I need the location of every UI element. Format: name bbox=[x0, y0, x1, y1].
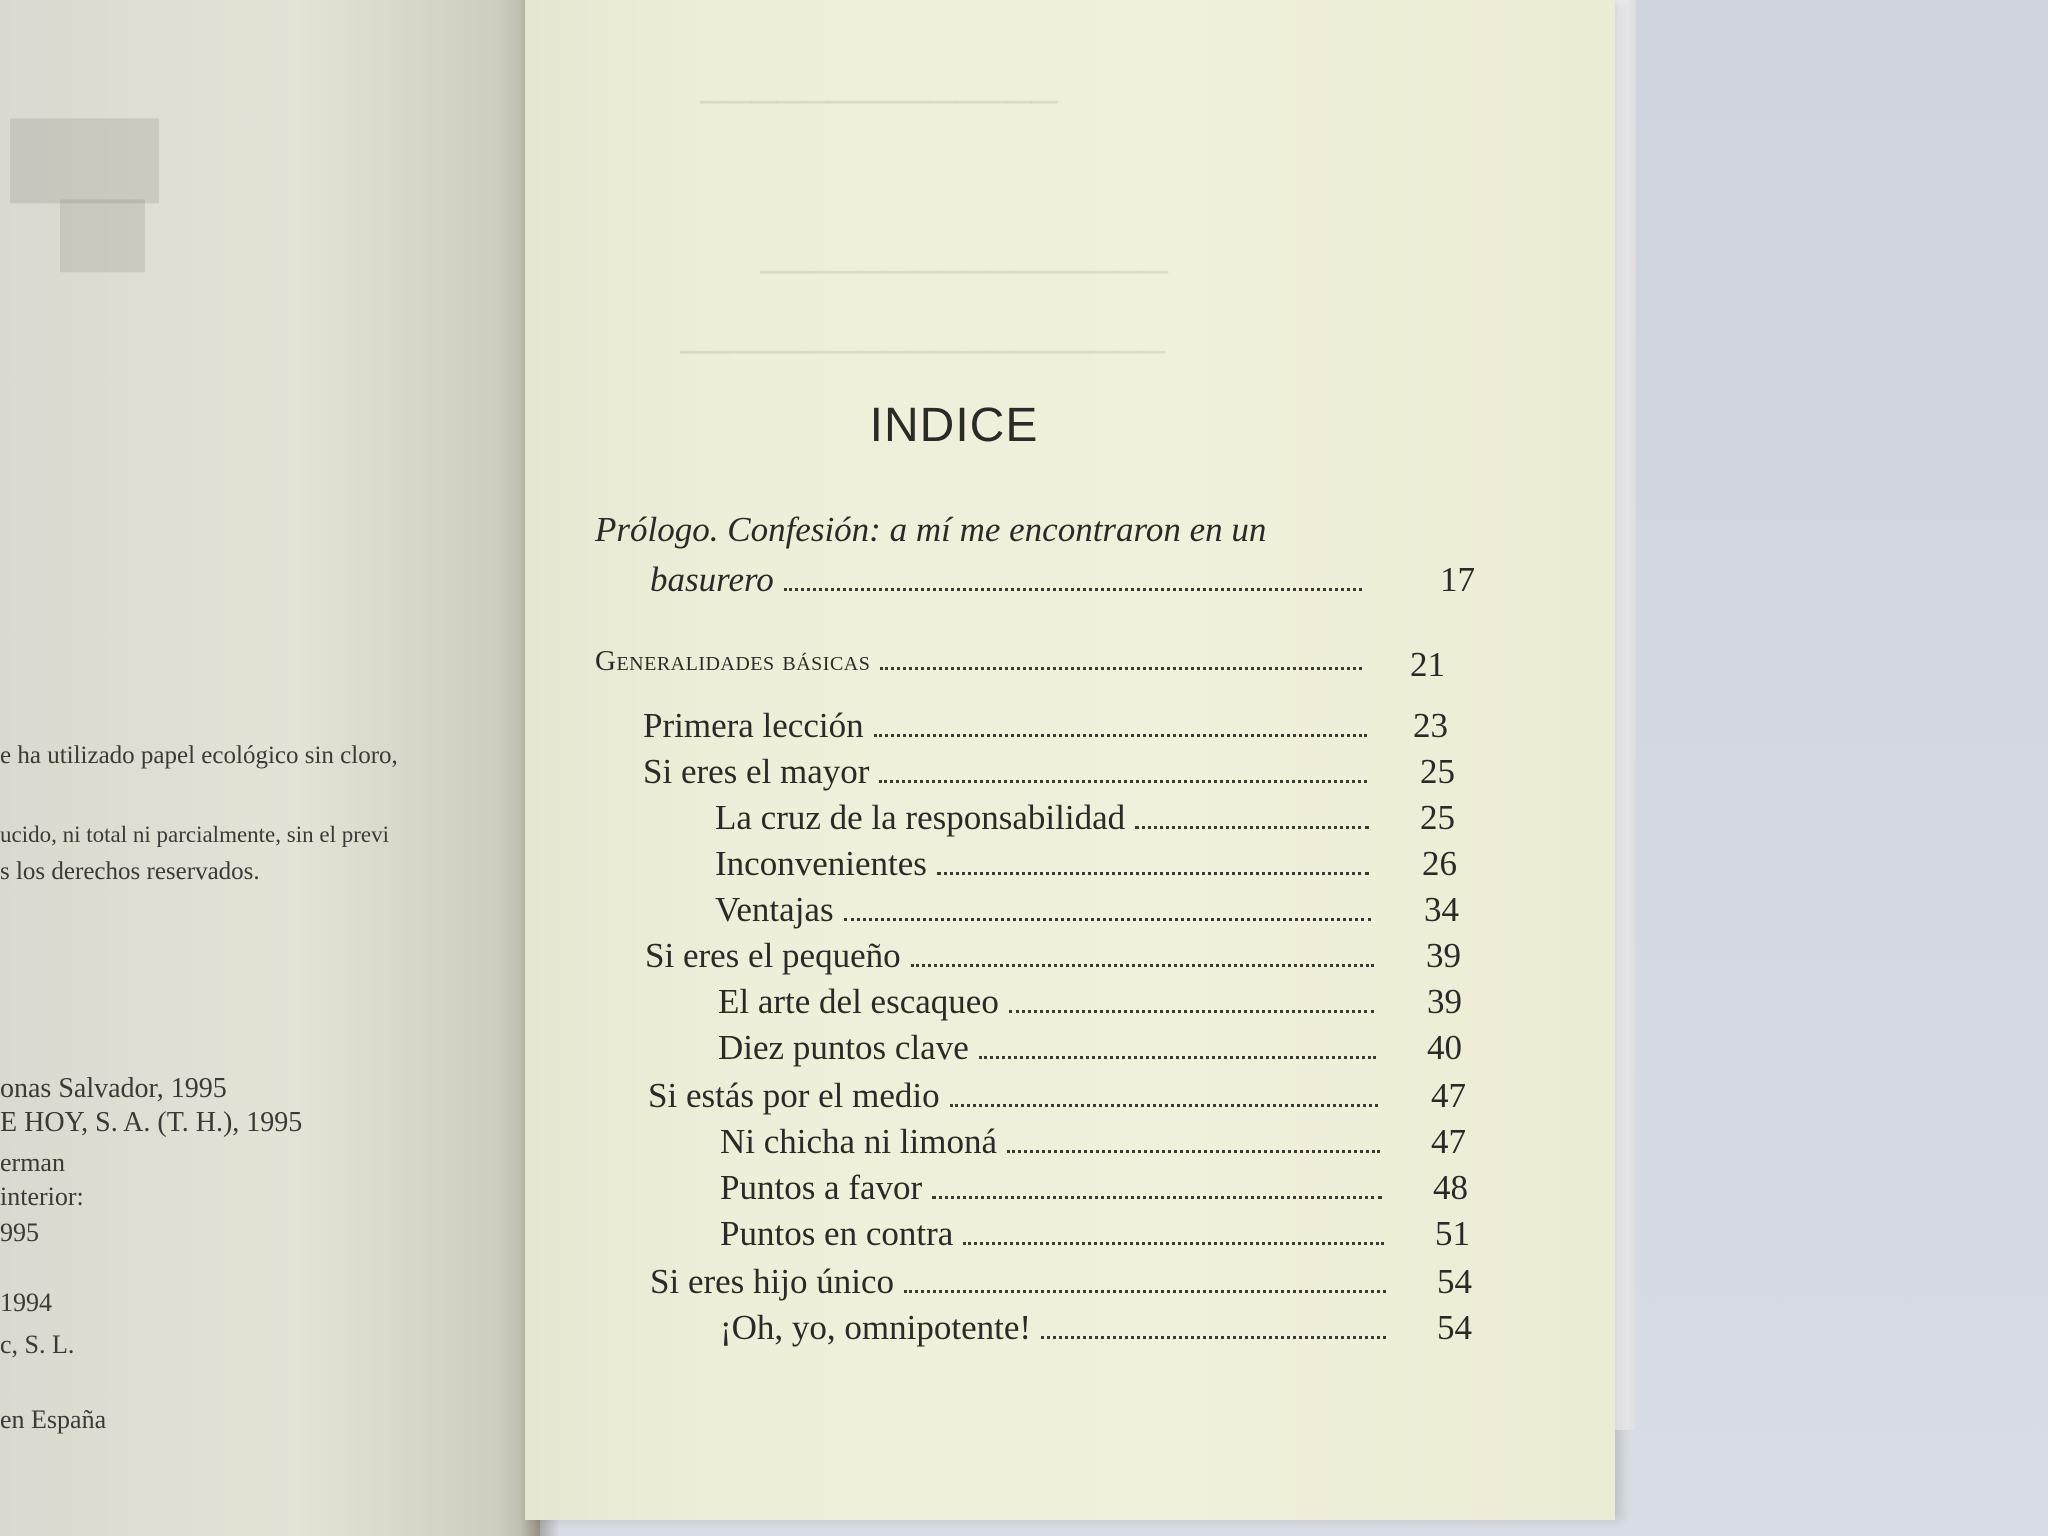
toc-page-number: 39 bbox=[1426, 936, 1461, 975]
toc-entry bbox=[720, 1308, 1472, 1348]
toc-page-number: 39 bbox=[1427, 982, 1462, 1021]
copyright-line: 995 bbox=[0, 1218, 39, 1247]
show-through-mark: ──────────────── bbox=[760, 251, 1169, 291]
copyright-line: e ha utilizado papel ecológico sin cloro, bbox=[0, 742, 398, 769]
toc-entry-label: El arte del escaqueo bbox=[718, 982, 999, 1021]
toc-entry bbox=[715, 844, 1457, 884]
dot-leader bbox=[1009, 1010, 1374, 1013]
copyright-line: interior: bbox=[0, 1182, 84, 1211]
toc-entry bbox=[650, 1262, 1472, 1302]
dot-leader bbox=[1007, 1150, 1380, 1153]
toc-entry bbox=[715, 890, 1459, 930]
dot-leader bbox=[784, 588, 1362, 591]
toc-entry-section bbox=[595, 645, 1445, 684]
left-page-show-through-mark: ███ bbox=[10, 121, 159, 198]
toc-entry bbox=[720, 1122, 1466, 1162]
toc-page-number: 54 bbox=[1437, 1262, 1472, 1301]
toc-entry-label: Puntos en contra bbox=[720, 1214, 954, 1253]
dot-leader bbox=[1135, 826, 1369, 829]
show-through-mark: ────────────── bbox=[700, 81, 1058, 121]
toc-entry-label: Si eres el pequeño bbox=[645, 936, 901, 975]
toc-page-number: 51 bbox=[1435, 1214, 1470, 1253]
toc-entry-label: Prólogo. Confesión: a mí me encontraron en un bbox=[595, 510, 1267, 549]
toc-entry-label: Si eres el mayor bbox=[643, 752, 870, 791]
toc-page-number: 23 bbox=[1413, 706, 1448, 745]
dot-leader bbox=[932, 1196, 1382, 1199]
toc-entry bbox=[645, 936, 1461, 976]
toc-page-number: 47 bbox=[1431, 1122, 1466, 1161]
toc-entry bbox=[715, 798, 1455, 838]
toc-entry-label: Diez puntos clave bbox=[718, 1028, 969, 1067]
toc-page-number: 48 bbox=[1433, 1168, 1468, 1207]
dot-leader bbox=[950, 1104, 1378, 1107]
copyright-line: c, S. L. bbox=[0, 1330, 75, 1359]
toc-entry-label: Primera lección bbox=[643, 706, 864, 745]
toc-entry-label: ¡Oh, yo, omnipotente! bbox=[720, 1308, 1032, 1347]
toc-page-number: 17 bbox=[1440, 560, 1475, 599]
left-page-show-through-mark: ██ bbox=[60, 201, 146, 267]
dot-leader bbox=[963, 1242, 1384, 1245]
copyright-line: ucido, ni total ni parcialmente, sin el previ bbox=[0, 822, 389, 847]
toc-entry bbox=[720, 1214, 1470, 1254]
dot-leader bbox=[879, 780, 1367, 783]
dot-leader bbox=[880, 667, 1362, 670]
toc-entry-prologue-cont bbox=[650, 560, 1475, 600]
toc-page-number: 26 bbox=[1422, 844, 1457, 883]
toc-entry-label: Puntos a favor bbox=[720, 1168, 923, 1207]
copyright-line: onas Salvador, 1995 bbox=[0, 1073, 227, 1104]
toc-entry bbox=[643, 752, 1455, 792]
dot-leader bbox=[904, 1290, 1386, 1293]
toc-page-number: 47 bbox=[1431, 1076, 1466, 1115]
dot-leader bbox=[911, 964, 1374, 967]
toc-entry bbox=[718, 1028, 1462, 1068]
show-through-mark: ─────────────────── bbox=[680, 331, 1165, 371]
toc-entry-prologue bbox=[595, 510, 1375, 550]
dot-leader bbox=[844, 918, 1371, 921]
dot-leader bbox=[1041, 1336, 1386, 1339]
toc-entry-label: Ni chicha ni limoná bbox=[720, 1122, 998, 1161]
toc-entry-label: Inconvenientes bbox=[715, 844, 927, 883]
toc-entry bbox=[643, 706, 1448, 746]
toc-page-number: 54 bbox=[1437, 1308, 1472, 1347]
page-title-text: INDICE bbox=[869, 399, 1039, 452]
copyright-line: en España bbox=[0, 1405, 107, 1434]
toc-entry-label: Si eres hijo único bbox=[650, 1262, 894, 1301]
toc-entry-label: Ventajas bbox=[715, 890, 834, 929]
dot-leader bbox=[874, 734, 1367, 737]
toc-entry-label: Si estás por el medio bbox=[648, 1076, 940, 1115]
toc-page-number: 25 bbox=[1420, 752, 1455, 791]
dot-leader bbox=[937, 872, 1369, 875]
toc-entry bbox=[648, 1076, 1466, 1116]
copyright-line: erman bbox=[0, 1148, 65, 1177]
toc-entry-label: basurero bbox=[650, 560, 774, 599]
copyright-line: 1994 bbox=[0, 1288, 52, 1317]
toc-page-number: 21 bbox=[1410, 645, 1445, 684]
toc-entry bbox=[720, 1168, 1468, 1208]
copyright-line: E HOY, S. A. (T. H.), 1995 bbox=[0, 1107, 303, 1138]
toc-entry bbox=[718, 982, 1462, 1022]
copyright-line: s los derechos reservados. bbox=[0, 858, 260, 885]
page-title bbox=[0, 398, 2048, 453]
toc-entry-label: Generalidades básicas bbox=[595, 645, 871, 677]
toc-page-number: 40 bbox=[1427, 1028, 1462, 1067]
toc-page-number: 25 bbox=[1420, 798, 1455, 837]
toc-entry-label: La cruz de la responsabilidad bbox=[715, 798, 1126, 837]
toc-page-number: 34 bbox=[1424, 890, 1459, 929]
dot-leader bbox=[979, 1056, 1376, 1059]
